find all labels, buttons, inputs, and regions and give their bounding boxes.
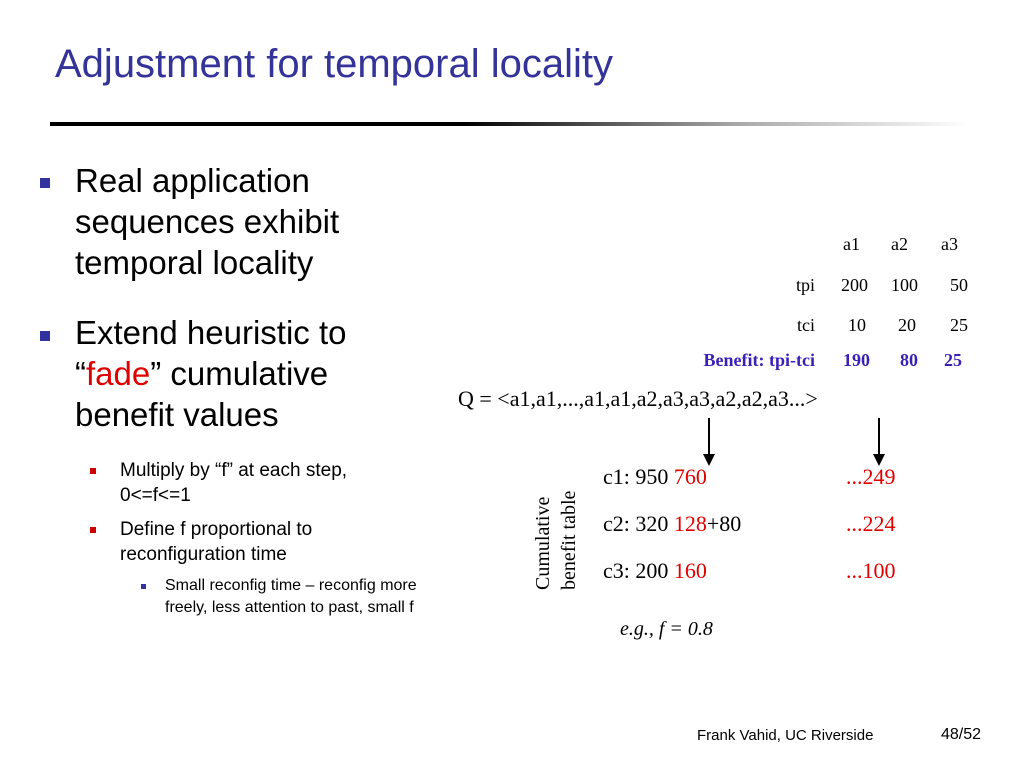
benefit-cell: 25 (944, 350, 962, 370)
cumulative-row (603, 464, 707, 490)
page-number: 48/52 (941, 726, 982, 743)
bullet-marker (40, 178, 50, 188)
table-cell: 20 (898, 315, 916, 335)
quote-close-text: ” cumulative (150, 355, 329, 392)
quote-open: “ (75, 355, 86, 392)
sub-bullet-line: reconfiguration time (120, 544, 287, 565)
sub-sub-bullet-line: freely, less attention to past, small f (165, 599, 414, 616)
sub-bullet-marker (90, 527, 96, 533)
faded-value: 160 (673, 558, 707, 583)
arrows (690, 412, 900, 468)
table-header: a1 (843, 234, 860, 254)
benefit-cell: 190 (843, 350, 870, 370)
bullet-2 (75, 312, 435, 435)
table-cell: 50 (950, 275, 968, 295)
bullet-1-line: temporal locality (75, 244, 314, 281)
sub-sub-bullet-marker (141, 584, 146, 589)
table-cell: 200 (841, 275, 868, 295)
bullet-1-line: Real application (75, 162, 310, 199)
cumulative-future-value: ...224 (846, 511, 896, 536)
fade-highlight: fade (86, 355, 151, 392)
sub-bullet-1 (120, 458, 440, 508)
sub-sub-bullet-1 (165, 575, 505, 619)
faded-value: 760 (673, 464, 707, 489)
bullet-1 (75, 160, 435, 283)
bullet-2-line: benefit values (75, 396, 279, 433)
table-header: a3 (941, 234, 958, 254)
table-cell: 25 (950, 315, 968, 335)
cumulative-benefit-label (532, 464, 588, 590)
cumulative-row-value: c1: 950 (603, 464, 669, 489)
cumulative-future-value: ...100 (846, 558, 896, 583)
vertical-label-line: Cumulative (532, 496, 554, 590)
table-cell: 100 (891, 275, 918, 295)
sub-bullet-2 (120, 517, 440, 567)
slide-title: Adjustment for temporal locality (55, 42, 614, 86)
bullet-2-line (75, 353, 435, 394)
cumulative-future-value: ...249 (846, 464, 896, 489)
footer-author: Frank Vahid, UC Riverside (697, 727, 874, 744)
cumulative-row-value: c3: 200 (603, 558, 669, 583)
cumulative-row (603, 511, 741, 537)
cumulative-row-value: c2: 320 (603, 511, 669, 536)
sub-sub-bullet-line: Small reconfig time – reconfig more (165, 577, 417, 594)
table-row-label: tpi (795, 275, 815, 295)
benefit-row-label: Benefit: tpi-tci (703, 350, 815, 370)
vertical-label-line: benefit table (558, 490, 580, 590)
benefit-cell: 80 (900, 350, 918, 370)
table-cell: 10 (848, 315, 866, 335)
cumulative-row (603, 558, 707, 584)
sub-bullet-line: Define f proportional to (120, 519, 313, 540)
sub-bullet-line: Multiply by “f” at each step, (120, 460, 348, 481)
sub-bullet-line: 0<=f<=1 (120, 485, 191, 506)
bullet-2-line: Extend heuristic to (75, 314, 347, 351)
table-header: a2 (891, 234, 908, 254)
sub-bullet-marker (90, 468, 96, 474)
faded-value: 128 (673, 511, 707, 536)
bullet-marker (40, 331, 50, 341)
table-row-label: tci (797, 315, 815, 335)
sequence-text: Q = <a1,a1,...,a1,a1,a2,a3,a3,a2,a2,a3...> (458, 386, 818, 411)
example-note: e.g., f = 0.8 (620, 618, 713, 640)
title-divider (50, 122, 970, 126)
added-benefit: +80 (706, 511, 742, 536)
bullet-1-line: sequences exhibit (75, 203, 340, 240)
